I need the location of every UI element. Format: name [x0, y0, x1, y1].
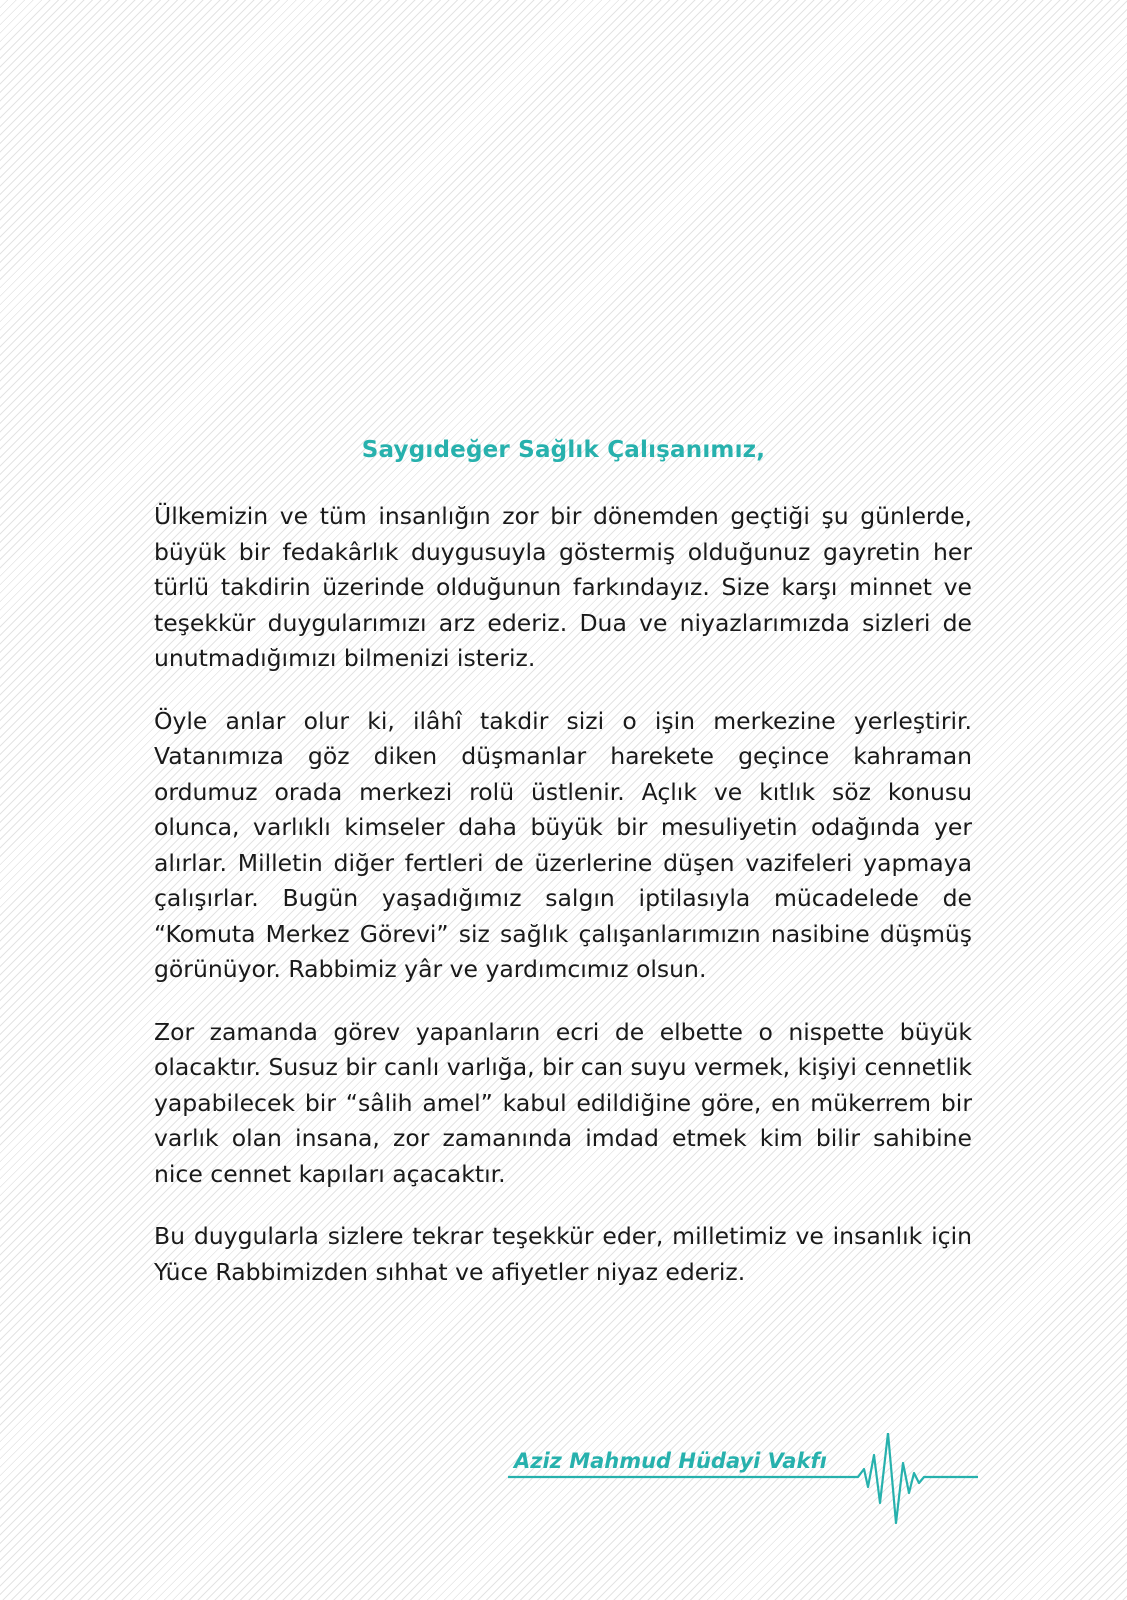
signature: Aziz Mahmud Hüdayi Vakfı	[514, 1449, 827, 1473]
greeting-title: Saygıdeğer Sağlık Çalışanımız,	[361, 437, 766, 463]
letter-paragraph: Zor zamanda görev yapanların ecri de elbette o nispette büyük olacaktır. Susuz bir canlı varlığa, bir can suyu vermek, kişiyi cennetlik yapabilecek bir “sâlih amel” kabul edildiğine göre, en mükerrem bir varlık olan insana, zor zamanında imdad etmek kim bilir sahibine nice cennet kapıları açacaktır.	[154, 1017, 972, 1188]
letter-body	[154, 499, 972, 1317]
letter-paragraph: Öyle anlar olur ki, ilâhî takdir sizi o işin merkezine yerleştirir. Vatanımıza göz diken düşmanlar harekete geçince kahraman ordumuz orada merkezi rolü üstlenir. Açlık ve kıtlık söz konusu olunca, varlıklı kimseler daha büyük bir mesuliyetin odağında yer alırlar. Milletin diğer fertleri de üzerlerine düşen vazifeleri yapmaya çalışırlar. Bugün yaşadığımız salgın iptilasıyla mücadelede de “Komuta Merkez Görevi” siz sağlık çalışanlarımızın nasibine düşmüş görünüyor. Rabbimiz yâr ve yardımcımız olsun.	[154, 706, 972, 983]
heartbeat-line-icon	[508, 1433, 978, 1533]
letter-paragraph: Bu duygularla sizlere tekrar teşekkür eder, milletimiz ve insanlık için Yüce Rabbimizden sıhhat ve afiyetler niyaz ederiz.	[154, 1222, 972, 1286]
letter-paragraph: Ülkemizin ve tüm insanlığın zor bir dönemden geçtiği şu günlerde, büyük bir fedakârlık duygusuyla göstermiş olduğunuz gayretin her türlü takdirin üzerinde olduğunun farkındayız. Size karşı minnet ve teşekkür duygularımızı arz ederiz. Dua ve niyazlarımızda sizleri de unutmadığımızı bilmenizi isteriz.	[154, 502, 972, 672]
emblem-center-dome	[468, 330, 658, 505]
